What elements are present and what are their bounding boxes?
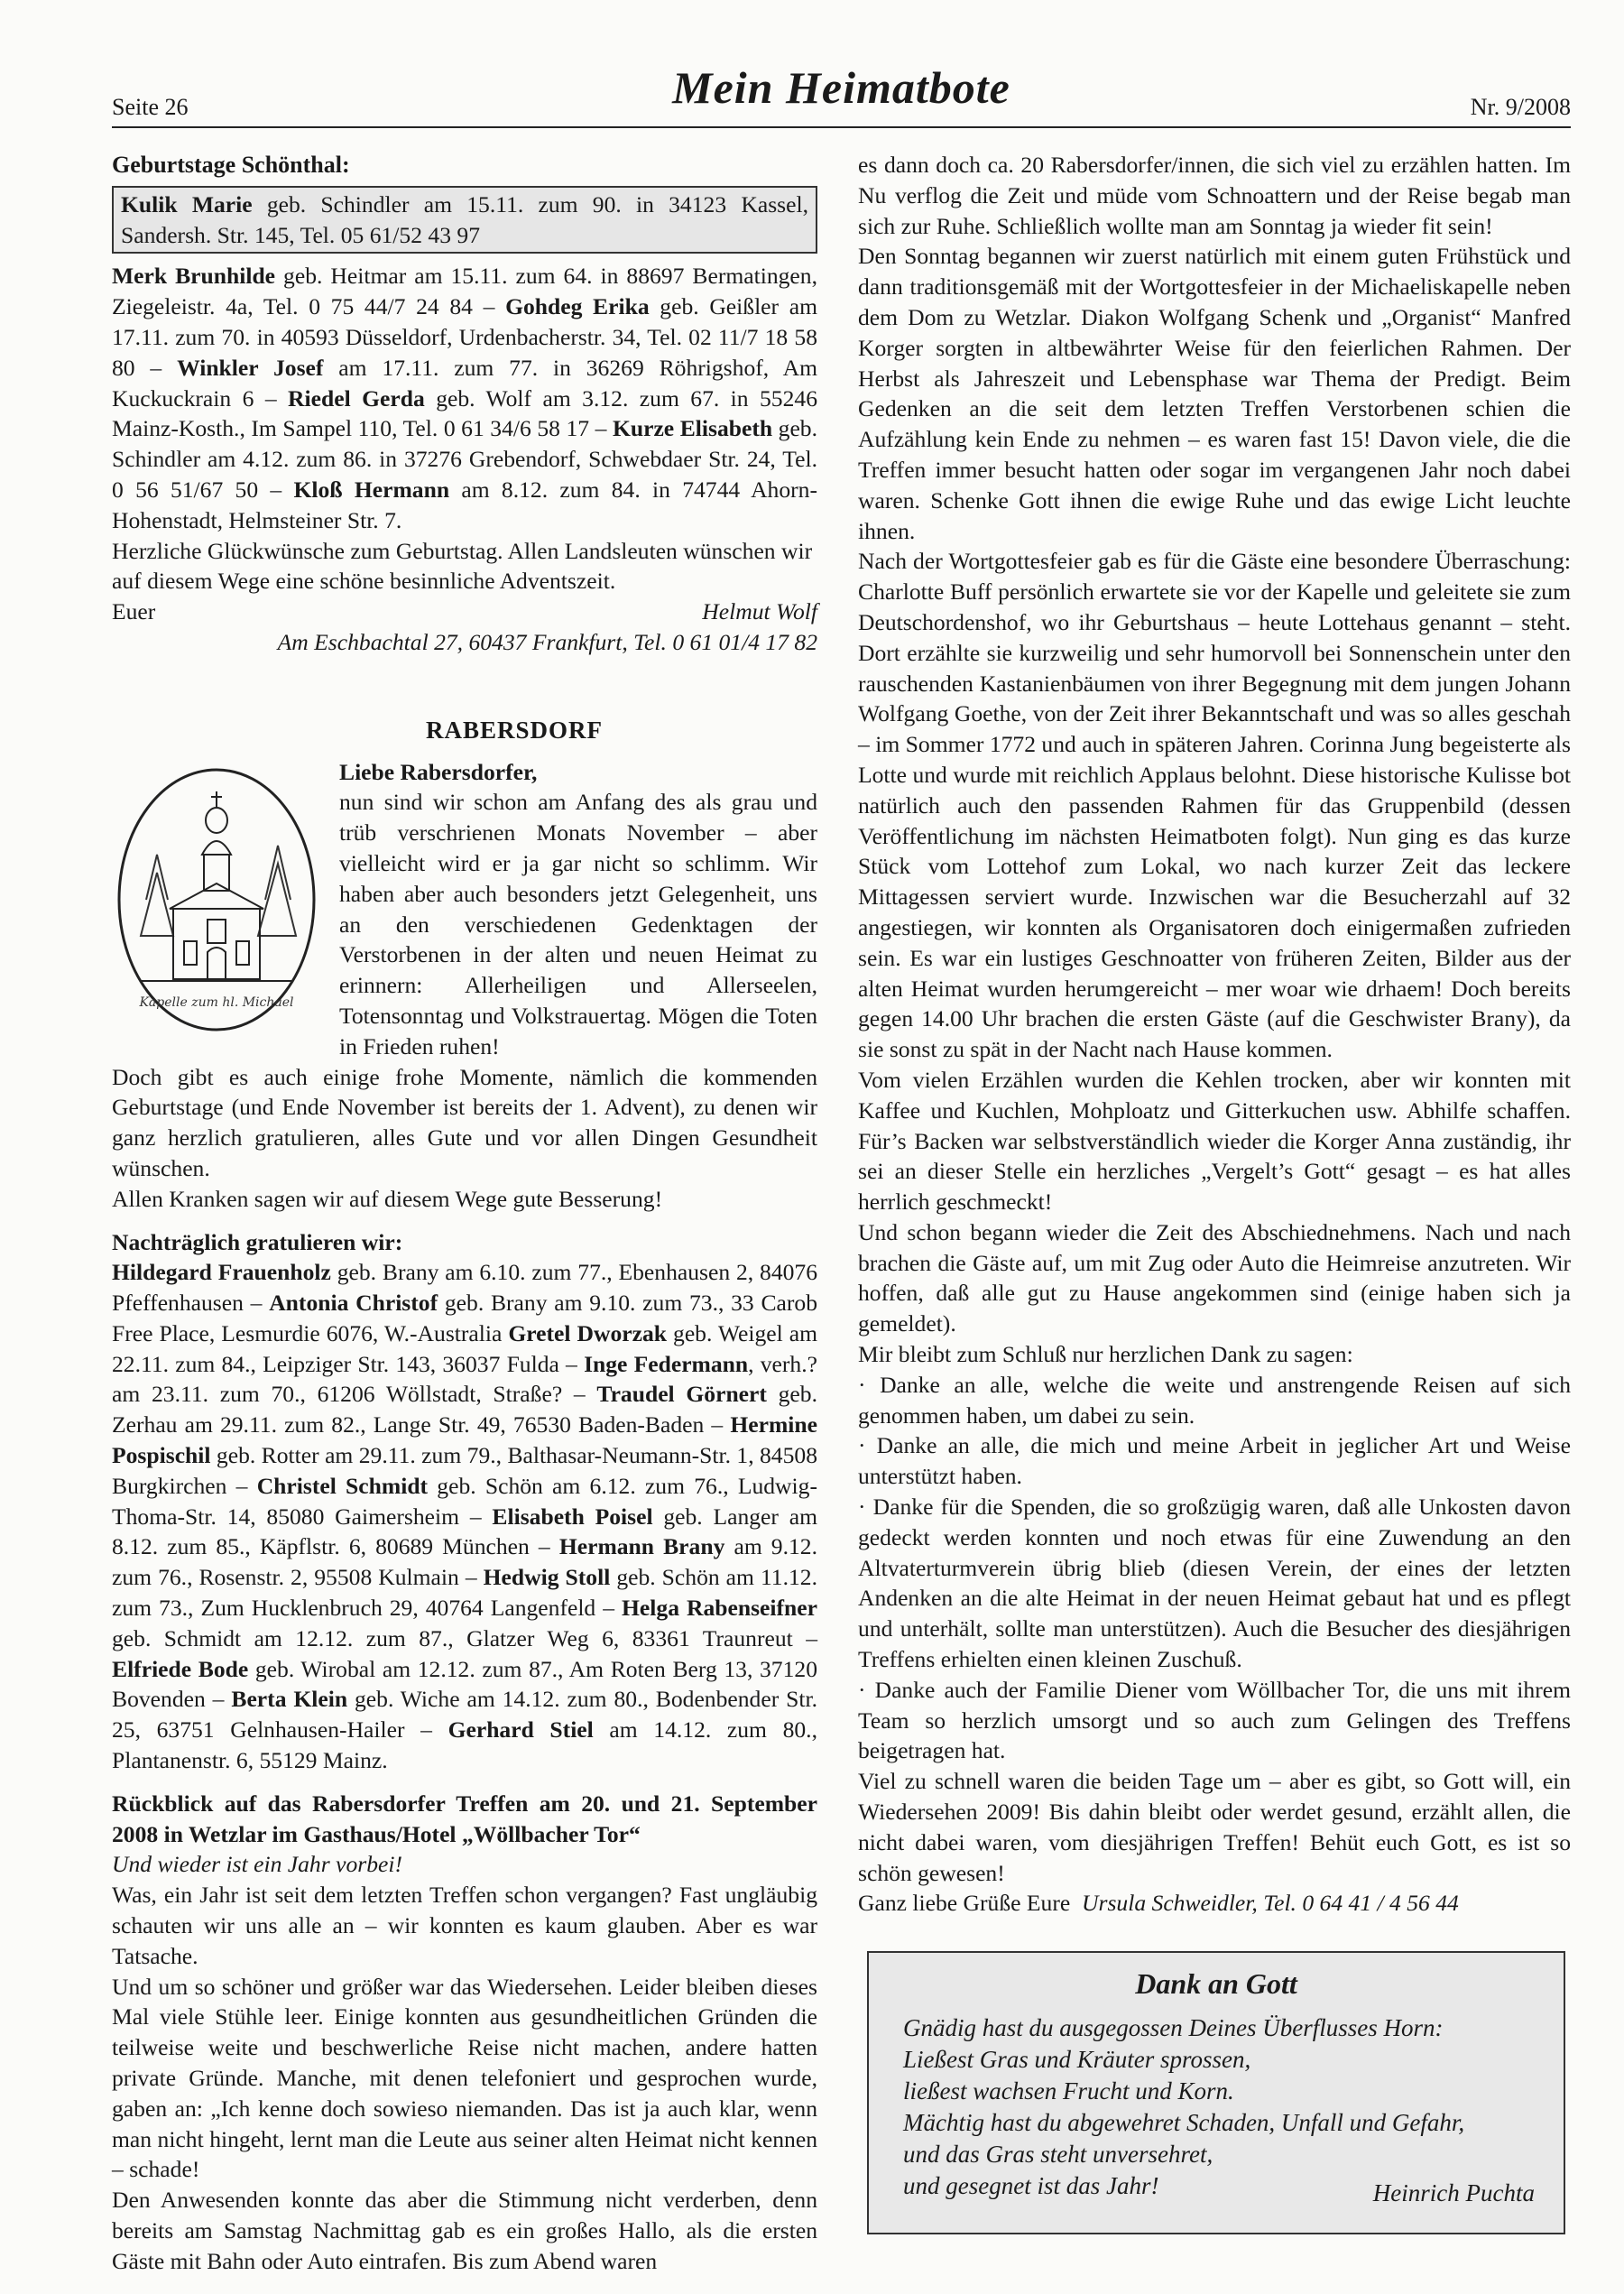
birthday-name: Christel Schmidt (256, 1472, 429, 1499)
chapel-caption: Kapelle zum hl. Michael (139, 994, 294, 1010)
review-subtitle: Und wieder ist ein Jahr vorbei! (112, 1851, 402, 1878)
schoenthal-greeting: Herzliche Glückwünsche zum Geburtstag. Allen Landsleuten wünschen wir auf diesem Wege eine schöne besinnliche Adventszeit. (112, 537, 813, 595)
schoenthal-birthday-list (112, 261, 817, 535)
thanks-item: · Danke an alle, welche die weite und anstrengende Reisen auf sich genommen haben, um dabei zu sein. (858, 1371, 1571, 1429)
closing-signature: Ursula Schweidler, Tel. 0 64 41 / 4 56 44 (1082, 1890, 1459, 1917)
birthday-details: geb. Langer am 8.12. zum 85., Käpflstr. 6, 80689 München – (112, 1503, 817, 1560)
birthday-details: geb. Zerhau am 29.11. zum 82., Lange Str. 49, 76530 Baden-Baden – (112, 1381, 817, 1438)
birthday-details: am 17.11. zum 77. in 36269 Röhrigshof, Am Kuckuckrain 6 – (112, 354, 817, 412)
birthday-name: Traudel Görnert (596, 1381, 767, 1408)
review-paragraph: Den Anwesenden konnte das aber die Stimmung nicht verderben, denn bereits am Samstag Nachmittag gab es ein großes Hallo, als die ersten Gäste mit Bahn oder Auto eintrafen. Bis zum Abend waren (112, 2187, 817, 2274)
rabersdorf-intro (112, 757, 817, 1062)
birthday-details: geb. Heitmar am 15.11. zum 64. in 88697 Bermatingen, Ziegeleistr. 4a, Tel. 0 75 44/7 24 84 – (112, 263, 817, 320)
birthday-name: Hermine Pospischil (112, 1411, 817, 1469)
birthday-name: Kloß Hermann (293, 476, 450, 503)
birthday-details: am 8.12. zum 84. in 74744 Ahorn-Hohenstadt, Helmsteiner Str. 7. (112, 476, 817, 533)
belated-birthday-list (112, 1257, 817, 1776)
signature-name: Helmut Wolf (702, 598, 817, 625)
highlighted-details: geb. Schindler am 15.11. zum 90. in 34123 Kassel, Sandersh. Str. 145, Tel. 05 61/52 43 97 (121, 190, 808, 248)
birthday-details: geb. Wolf am 3.12. zum 67. in 55246 Mainz-Kosth., Im Sampel 110, Tel. 0 61 34/6 58 17 – (112, 384, 817, 442)
birthday-details: geb. Rotter am 29.11. zum 79., Balthasar-Neumann-Str. 1, 84508 Burgkirchen – (112, 1442, 817, 1499)
birthday-name: Hermann Brany (558, 1533, 725, 1560)
left-column (112, 150, 817, 2277)
birthday-name: Riedel Gerda (288, 384, 425, 412)
birthday-name: Inge Federmann (584, 1350, 749, 1377)
thanks-item: · Danke auch der Familie Diener vom Wöllbacher Tor, die uns mit ihrem Team so herzlich umsorgt und so auch zum Gelingen des Treffens beigetragen hat. (858, 1676, 1571, 1764)
birthday-details: geb. Schön am 11.12. zum 73., Zum Hucklenbruch 29, 40764 Langenfeld – (112, 1564, 817, 1622)
birthday-name: Antonia Christof (269, 1290, 438, 1317)
poem-line: Mächtig hast du abgewehret Schaden, Unfall und Gefahr, (903, 2109, 1465, 2136)
closing-line (858, 1888, 1571, 1919)
birthday-details: geb. Wiche am 14.12. zum 80., Bodenbender Str. 25, 63751 Gelnhausen-Hailer – (112, 1686, 817, 1744)
birthday-name: Kurze Elisabeth (612, 415, 773, 442)
rabersdorf-salutation: Liebe Rabersdorfer, (339, 758, 538, 785)
birthday-details: geb. Geißler am 17.11. zum 70. in 40593 Düsseldorf, Urdenbacherstr. 34, Tel. 02 11/7 18 58 80 – (112, 293, 817, 381)
signature-line (112, 597, 817, 627)
poem-lines (903, 2012, 1535, 2202)
rabersdorf-intro-text: nun sind wir schon am Anfang des als grau und trüb verschrienen Monats November – aber vielleicht wird er ja gar nicht so schlimm. Wir haben aber auch besonders jetzt Gelegenheit, uns an den verschiedenen Gedenktagen der Verstorbenen in der alten und neuen Heimat zu erinnern: Allerheiligen und Allerseelen, Totensonntag und Volkstrauertag. Mögen die Toten in Frieden ruhen! (339, 789, 817, 1059)
review-paragraph: Nach der Wortgottesfeier gab es für die Gäste eine besondere Überraschung: Charlotte Buff persönlich erwartete sie vor der Kapelle und geleitete sie zum Deutschordenshof, wo ihr Geburtshaus – heute Lottehaus genannt – steht. Dort erzählte sie kurzweilig und sehr humorvoll bei Sonnenschein unter den rauschenden Kastanienbäumen von ihrer Begegnung mit dem jungen Johann Wolfgang Goethe, von der Zeit ihrer Bekanntschaft und was so alles geschah – im Sommer 1772 und auch in späteren Jahren. Corinna Jung begeisterte als Lotte und wurde mit reichlich Applaus belohnt. Diese historische Kulisse bot natürlich auch den passenden Rahmen für das Gruppenbild (dessen Veröffentlichung im nächsten Heimatboten folgt). Nun ging es das kurze Stück vom Lottehof zum Lokal, wo nach kurzer Zeit das leckere Mittagessen serviert wurde. Inzwischen war die Besucherzahl auf 32 angestiegen, wir konnten als Organisatoren doch einigermaßen zufrieden sein. Es war ein lustiges Geschnoatter von früheren Zeiten, Bilder aus der alten Heimat wurden herumgereicht – mer woar wie drhaem! Doch bereits gegen 14.00 Uhr brachen die ersten Gäste (auf die Geschwister Brany), da sie sonst zu spät in der Nacht nach Hause kommen. (858, 548, 1571, 1063)
poem-line: und das Gras steht unversehret, (903, 2141, 1213, 2168)
birthday-details: geb. Schindler am 4.12. zum 86. in 37276 Grebendorf, Schwebdaer Str. 24, Tel. 0 56 51/67 50 – (112, 415, 817, 503)
birthday-details: geb. Weigel am 22.11. zum 84., Leipziger Str. 143, 36037 Fulda – (112, 1319, 817, 1377)
issue-number: Nr. 9/2008 (1470, 94, 1571, 120)
right-column (858, 150, 1571, 1919)
birthday-name: Gohdeg Erika (505, 293, 650, 320)
birthday-details: geb. Brany am 6.10. zum 77., Ebenhausen 2, 84076 Pfeffenhausen – (112, 1259, 818, 1317)
belated-heading: Nachträglich gratulieren wir: (112, 1228, 403, 1255)
highlighted-birthday (112, 186, 817, 254)
masthead-title: Mein Heimatbote (672, 62, 1010, 113)
thanks-item: · Danke an alle, die mich und meine Arbeit in jeglicher Art und Weise unterstützt haben. (858, 1432, 1571, 1490)
euer-label: Euer (112, 598, 156, 625)
rabersdorf-title: RABERSDORF (425, 716, 604, 744)
birthday-name: Elfriede Bode (112, 1655, 249, 1682)
rabersdorf-paragraph: Allen Kranken sagen wir auf diesem Wege gute Besserung! (112, 1185, 663, 1212)
poem-title: Dank an Gott (1135, 1967, 1297, 2000)
poem-line: Ließest Gras und Kräuter sprossen, (903, 2046, 1251, 2073)
page-number: Seite 26 (112, 94, 189, 120)
page-header (112, 56, 1571, 128)
birthday-name: Gerhard Stiel (448, 1716, 594, 1744)
birthday-name: Hildegard Frauenholz (112, 1259, 331, 1286)
review-paragraph: Und um so schöner und größer war das Wiedersehen. Leider bleiben dieses Mal viele Stühle leer. Einige konnten aus gesundheitlichen Gründen die teilweise weite und beschwerliche Reise nicht machen, andere hatten private Gründe. Manche, mit denen telefoniert und gesprochen wurde, gaben an: „Ich kenne doch sowieso niemanden. Das ist ja auch klar, wenn man nicht hingeht, lernt man die Leute aus seiner alten Heimat nicht kennen – schade! (112, 1973, 817, 2183)
review-paragraph: Und schon begann wieder die Zeit des Abschiednehmens. Nach und nach brachen die Gäste auf, um mit Zug oder Auto die Heimreise anzutreten. Wir hoffen, daß alle gut zu Hause angekommen sind (einige haben sich ja gemeldet). (858, 1218, 1571, 1337)
schoenthal-heading: Geburtstage Schönthal: (112, 152, 350, 178)
poem-line: und gesegnet ist das Jahr! (903, 2172, 1159, 2199)
review-paragraph: Vom vielen Erzählen wurden die Kehlen trocken, aber wir konnten mit Kaffee und Kuchlen, Mohploatz und Gitterkuchen usw. Abhilfe schaffen. Für’s Backen war selbstverständlich wieder die Korger Anna zuständig, ihr sei an dieser Stelle ein herzliches „Vergelt’s Gott“ gesagt – es hat alles herrlich geschmeckt! (858, 1066, 1571, 1216)
birthday-name: Elisabeth Poisel (492, 1503, 653, 1530)
birthday-name: Berta Klein (231, 1686, 348, 1713)
birthday-name: Helga Rabenseifner (622, 1595, 817, 1622)
birthday-details: , verh.? am 23.11. zum 70., 61206 Wöllstadt, Straße? – (112, 1350, 817, 1408)
birthday-name: Merk Brunhilde (112, 263, 276, 290)
review-paragraph: es dann doch ca. 20 Rabersdorfer/innen, die sich viel zu erzählen hatten. Im Nu verflog die Zeit und müde vom Schnoattern und der Reise begab man sich zur Ruhe. Schließlich wollte man am Sonntag ja wieder fit sein! (858, 152, 1571, 239)
birthday-name: Gretel Dworzak (508, 1319, 668, 1346)
birthday-details: am 14.12. zum 80., Plantanenstr. 6, 55129 Mainz. (112, 1716, 817, 1774)
highlighted-name: Kulik Marie (121, 190, 253, 217)
review-paragraph: Viel zu schnell waren die beiden Tage um – aber es gibt, so Gott will, ein Wiedersehen 2009! Bis dahin bleibt oder werdet gesund, erzählt allen, die nicht dabei waren, vom diesjährigen Treffen! Behüt euch Gott, es ist so schön gewesen! (858, 1768, 1571, 1886)
poem-box (867, 1951, 1565, 2234)
birthday-details: geb. Wirobal am 12.12. zum 87., Am Roten Berg 13, 37120 Bovenden – (112, 1655, 817, 1713)
poem-line: ließest wachsen Frucht und Korn. (903, 2077, 1234, 2104)
closing-text: Ganz liebe Grüße Eure (858, 1890, 1071, 1917)
thanks-item: · Danke für die Spenden, die so großzügig waren, daß alle Unkosten davon gedeckt werden konnten und noch etwas für eine Zuwendung an den Altvaterturmverein übrig blieb (diesen Verein, der eines der letzten Andenken an die alte Heimat in der neuen Heimat gebaut hat und es pflegt und unterhält, sollte man unterstützen). Auch die Besucher des diesjährigen Treffens erhielten einen kleinen Zuschuß. (858, 1494, 1571, 1673)
birthday-details: geb. Schmidt am 12.12. zum 87., Glatzer Weg 6, 83361 Traunreut – (112, 1624, 817, 1651)
birthday-details: geb. Brany am 9.10. zum 73., 33 Carob Free Place, Lesmurdie 6076, W.-Australia (112, 1290, 817, 1346)
birthday-name: Hedwig Stoll (483, 1564, 611, 1591)
birthday-details: geb. Schön am 6.12. zum 76., Ludwig-Thoma-Str. 14, 85080 Gaimersheim – (112, 1472, 817, 1530)
birthday-name: Winkler Josef (177, 354, 324, 381)
review-paragraph: Den Sonntag begannen wir zuerst natürlich mit einem guten Frühstück und dann traditionsgemäß mit der Wortgottesfeier in der Michaeliskapelle neben dem Dom zu Wetzlar. Diakon Wolfgang Schenk und „Organist“ Manfred Korger sorgten in altbewährter Weise für den feierlichen Rahmen. Der Herbst als Jahreszeit und Lebensphase war Thema der Predigt. Beim Gedenken an die seit dem letzten Treffen Verstorbenen schien die Aufzählung kein Ende zu nehmen – es waren fast 15! Davon viele, die die Treffen immer besucht hatten oder sogar im vergangenen Jahr noch dabei waren. Schenke Gott ihnen die ewige Ruhe und das ewige Licht leuchte ihnen. (858, 243, 1571, 544)
review-heading: Rückblick auf das Rabersdorfer Treffen am 20. und 21. September 2008 in Wetzlar im Gasthaus/Hotel „Wöllbacher Tor“ (112, 1790, 817, 1847)
chapel-illustration (114, 764, 319, 1035)
birthday-details: am 9.12. zum 76., Rosenstr. 2, 95508 Kulmain – (112, 1533, 817, 1591)
rabersdorf-paragraph: Doch gibt es auch einige frohe Momente, nämlich die kommenden Geburtstage (und Ende November ist bereits der 1. Advent), zu denen wir ganz herzlich gratulieren, alles Gute und vor allen Dingen Gesundheit wünschen. (112, 1063, 817, 1181)
review-paragraph: Mir bleibt zum Schluß nur herzlichen Dank zu sagen: (858, 1341, 1353, 1368)
signature-address: Am Eschbachtal 27, 60437 Frankfurt, Tel. 0 61 01/4 17 82 (277, 628, 817, 655)
review-paragraph: Was, ein Jahr ist seit dem letzten Treffen schon vergangen? Fast ungläubig schauten wir uns alle an – wir konnten es kaum glauben. Aber es war Tatsache. (112, 1882, 817, 1969)
poem-line: Gnädig hast du ausgegossen Deines Überflusses Horn: (903, 2014, 1444, 2041)
poem-author: Heinrich Puchta (1372, 2179, 1535, 2206)
